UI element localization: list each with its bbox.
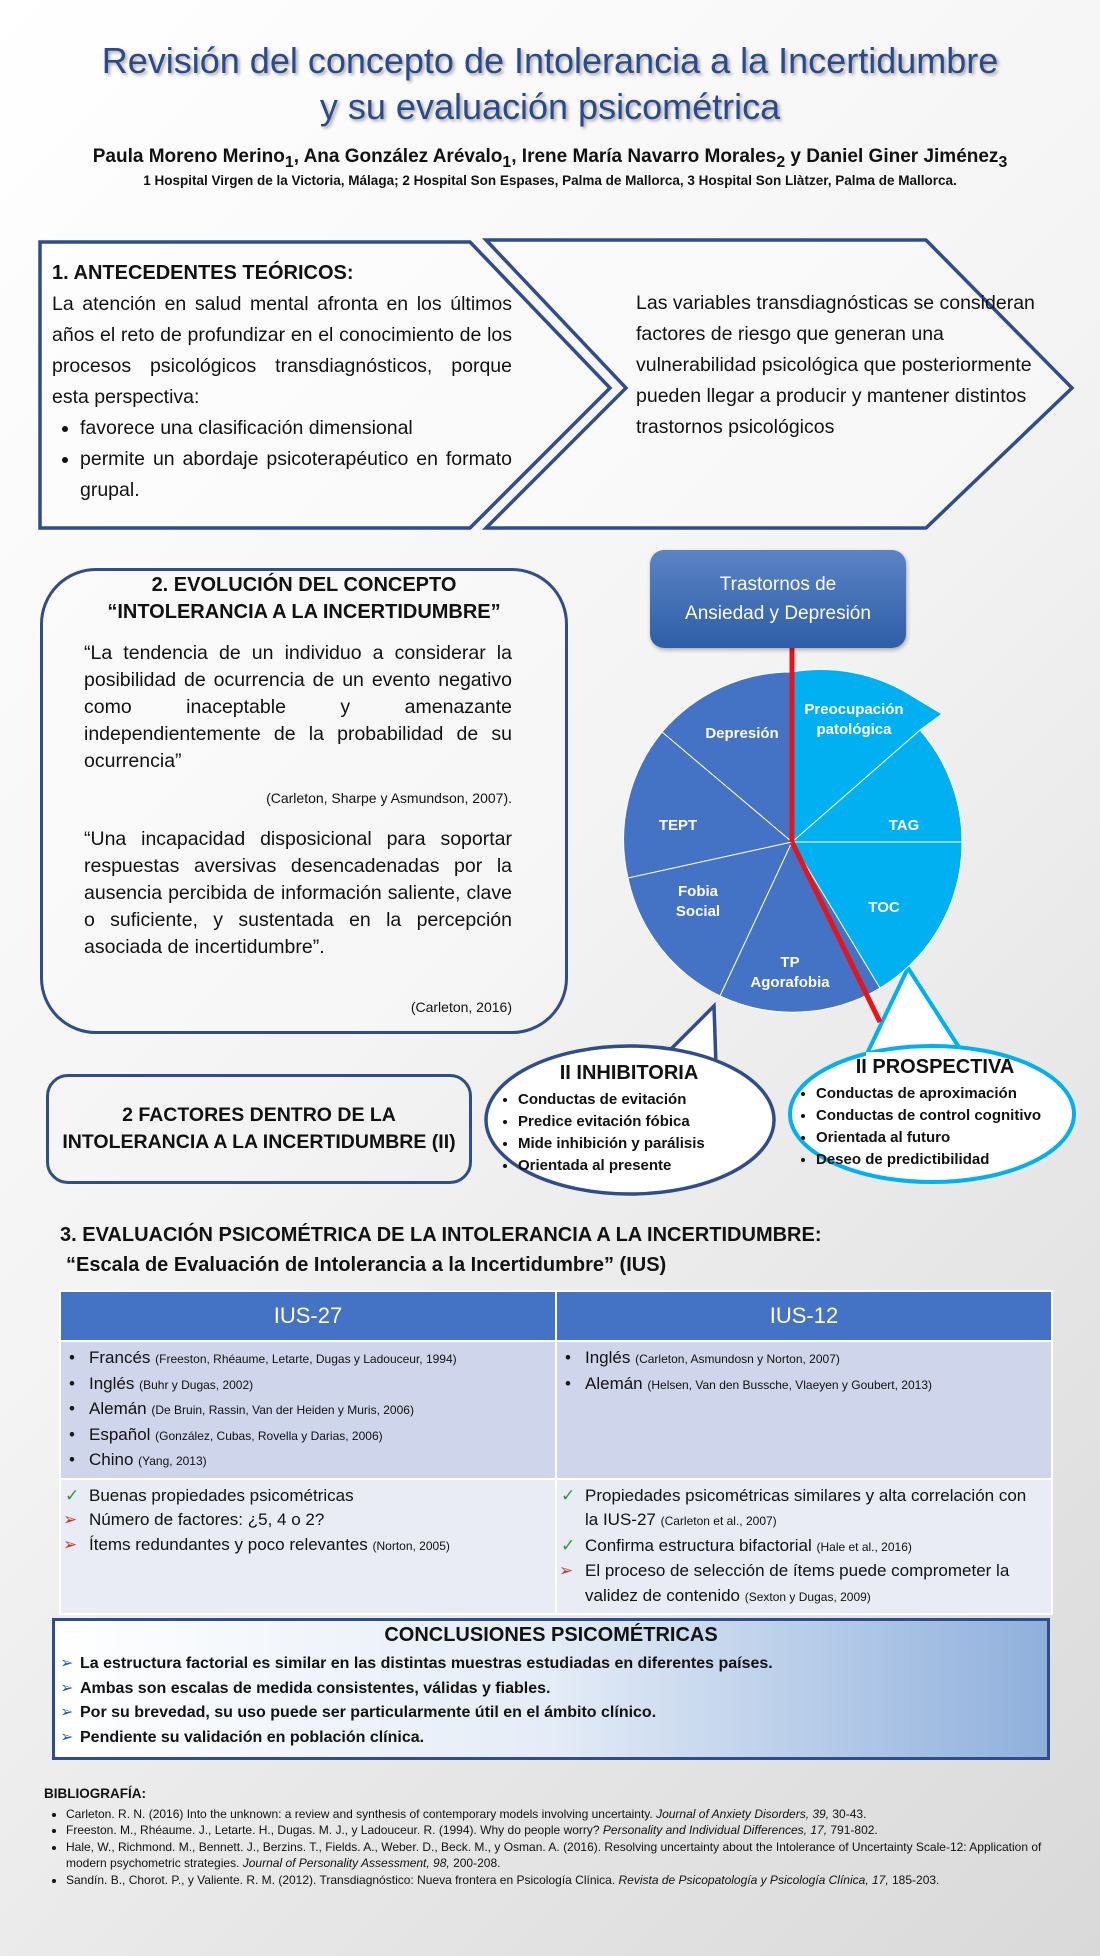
ius12-versions-cell <box>556 1341 1052 1479</box>
prospectiva-item: • Conductas de aproximación <box>816 1083 1080 1105</box>
reference-text: Carleton. R. N. (2016) Into the unknown: a review and synthesis of contemporary models involving uncertainty. <box>66 1806 657 1821</box>
transdiagnostic-text: Las variables transdiagnósticas se consideran factores de riesgo que generan una vulnerabilidad psicológica que posteriormente pueden llegar a producir y mantener distintos trastornos psicológicos <box>636 292 1035 438</box>
version-item <box>85 1448 545 1474</box>
section-2-heading-line-1: 2. EVOLUCIÓN DEL CONCEPTO <box>151 574 457 596</box>
property-item <box>581 1559 1041 1609</box>
version-language: Español <box>89 1424 156 1444</box>
affiliations: 1 Hospital Virgen de la Victoria, Málaga; 2 Hospital Son Espases, Palma de Mallorca, 3 Hospital Son Llàtzer, Palma de Mallorca. <box>143 173 957 188</box>
inhibitoria-item: • Predice evitación fóbica <box>518 1111 766 1133</box>
ius-comparison-table <box>59 1290 1053 1615</box>
property-text: Buenas propiedades psicométricas <box>89 1485 354 1505</box>
version-reference: (De Bruin, Rassin, Van der Heiden y Muris, 2006) <box>151 1403 414 1417</box>
property-item <box>85 1508 545 1533</box>
author-1: Paula Moreno Merino <box>92 146 285 167</box>
prospectiva-item: • Orientada al futuro <box>816 1127 1080 1149</box>
definition-quote-1: “La tendencia de un individuo a considerar la posibilidad de ocurrencia de un evento negativo como inaceptable y amenazante independientemente de la probabilidad de su ocurrencia” <box>84 642 512 772</box>
author-4: Daniel Giner Jiménez <box>806 146 999 167</box>
ius12-properties-cell <box>556 1479 1052 1615</box>
author-4-affil: 3 <box>998 153 1008 171</box>
title-line-1: Revisión del concepto de Intolerancia a la Incertidumbre <box>101 40 999 81</box>
reference-pages: 185-203. <box>888 1872 940 1887</box>
reference-pages: 791-802. <box>827 1823 878 1837</box>
pie-label-tept: TEPT <box>658 817 698 834</box>
property-reference: (Sexton y Dugas, 2009) <box>744 1589 871 1604</box>
reference-item <box>66 1872 1054 1889</box>
bibliography-heading: BIBLIOGRAFÍA: <box>44 1786 146 1801</box>
section-1-bullet: • permite un abordaje psicoterapéutico en formato grupal. <box>80 444 512 506</box>
conclusion-item: ➢ Pendiente su validación en población clínica. <box>60 1726 1040 1751</box>
version-reference: (Yang, 2013) <box>138 1454 207 1468</box>
ius12-header: IUS-12 <box>556 1291 1052 1341</box>
reference-text: Sandín. B., Chorot. P., y Valiente. R. M. (2012). Transdiagnóstico: Nueva frontera en Psicología Clínica. <box>66 1872 619 1887</box>
version-language: Alemán <box>585 1373 648 1393</box>
author-list: Paula Moreno Merino$_1$, Ana González Arévalo$_1$, Irene María Navarro Morales$_2$ y Daniel Giner Jiménez$_3$ <box>92 146 1008 171</box>
definition-citation-2: (Carleton, 2016) <box>410 999 512 1015</box>
property-item <box>85 1484 545 1509</box>
version-reference: (Freeston, Rhéaume, Letarte, Dugas y Ladouceur, 1994) <box>155 1352 457 1366</box>
section-2-heading-line-2: “INTOLERANCIA A LA INCERTIDUMBRE” <box>107 601 501 623</box>
version-reference: (Helsen, Van den Bussche, Vlaeyen y Goubert, 2013) <box>647 1377 932 1392</box>
property-text: Confirma estructura bifactorial <box>585 1535 817 1555</box>
property-text: El proceso de selección de ítems puede comprometer la validez de contenido <box>585 1561 1010 1605</box>
reference-item <box>66 1822 1054 1839</box>
two-factors-line-1: 2 FACTORES DENTRO DE LA <box>122 1104 396 1126</box>
pie-label-tp-1: TP <box>780 954 800 971</box>
property-item <box>85 1533 545 1559</box>
reference-pages: 30-43. <box>829 1806 867 1821</box>
property-reference: (Norton, 2005) <box>372 1538 450 1553</box>
section-1-intro: La atención en salud mental afronta en los últimos años el reto de profundizar en el conocimiento de los procesos psicológicos transdiagnósticos, porque esta perspectiva: <box>52 293 512 408</box>
author-2-affil: 1 <box>502 153 512 171</box>
diagram-header-line-2: Ansiedad y Depresión <box>685 603 871 624</box>
property-item <box>581 1534 1041 1560</box>
version-item <box>85 1372 545 1398</box>
reference-item <box>66 1806 1054 1823</box>
pie-label-tag: TAG <box>888 817 920 834</box>
author-2: Ana González Arévalo <box>303 146 503 167</box>
version-item <box>85 1346 545 1372</box>
version-item <box>581 1346 1041 1372</box>
section-1-bullet: • favorece una clasificación dimensional <box>80 413 512 444</box>
property-reference: (Hale et al., 2016) <box>816 1539 912 1554</box>
pie-label-preocupacion-2: patológica <box>816 721 892 738</box>
section-2-heading <box>40 572 568 626</box>
diagram-header-box <box>650 550 906 648</box>
inhibitoria-content <box>492 1062 766 1177</box>
inhibitoria-item: • Mide inhibición y parálisis <box>518 1133 766 1155</box>
version-item <box>85 1423 545 1449</box>
version-language: Inglés <box>585 1348 636 1367</box>
diagram-header-line-1: Trastornos de <box>719 574 837 595</box>
pie-label-tp-2: Agorafobia <box>750 974 830 991</box>
definition-citation-1: (Carleton, Sharpe y Asmundson, 2007). <box>266 790 512 806</box>
version-item <box>581 1372 1041 1398</box>
version-language: Alemán <box>89 1399 152 1418</box>
reference-item <box>66 1839 1054 1872</box>
property-text: Propiedades psicométricas similares y alta correlación con la IUS-27 <box>585 1485 1027 1529</box>
version-reference: (González, Cubas, Rovella y Darias, 2006) <box>155 1428 383 1443</box>
reference-text: Freeston. M., Rhéaume. J., Letarte. H., Dugas. M. J., y Ladouceur. R. (1994). Why do people worry? <box>66 1823 603 1837</box>
property-text: Ítems redundantes y poco relevantes <box>89 1534 373 1554</box>
reference-journal: Journal of Anxiety Disorders, 39, <box>656 1806 830 1821</box>
two-factors-box <box>46 1074 472 1184</box>
section-3-heading <box>60 1220 1080 1280</box>
pie-label-toc: TOC <box>868 899 900 916</box>
property-reference: (Carleton et al., 2007) <box>660 1514 777 1528</box>
ius27-header: IUS-27 <box>60 1291 556 1341</box>
author-1-affil: 1 <box>284 153 294 171</box>
section-antecedentes <box>52 258 512 506</box>
section-1-heading: 1. ANTECEDENTES TEÓRICOS: <box>52 262 354 284</box>
prospectiva-item: • Deseo de predictibilidad <box>816 1149 1080 1171</box>
conclusions-title: CONCLUSIONES PSICOMÉTRICAS <box>384 1624 718 1646</box>
author-3-affil: 2 <box>776 153 786 171</box>
reference-journal: Journal of Personality Assessment, 98, <box>242 1856 450 1870</box>
inhibitoria-item: • Orientada al presente <box>518 1155 766 1177</box>
pie-label-preocupacion-1: Preocupación <box>804 701 904 718</box>
version-language: Chino <box>89 1450 139 1469</box>
prospectiva-item: • Conductas de control cognitivo <box>816 1105 1080 1127</box>
property-text: Número de factores: ¿5, 4 o 2? <box>89 1510 325 1529</box>
inhibitoria-item: • Conductas de evitación <box>518 1089 766 1111</box>
bibliography <box>44 1786 1054 1888</box>
pie-label-fobia-2: Social <box>675 903 721 920</box>
version-reference: (Carleton, Asmundosn y Norton, 2007) <box>635 1352 840 1366</box>
property-item <box>581 1484 1041 1534</box>
prospectiva-title: II PROSPECTIVA <box>855 1056 1015 1078</box>
pie-label-fobia-1: Fobia <box>678 883 718 900</box>
version-language: Inglés <box>89 1373 140 1393</box>
inhibitoria-title: II INHIBITORIA <box>559 1062 699 1084</box>
two-factors-line-2: INTOLERANCIA A LA INCERTIDUMBRE (II) <box>62 1131 456 1153</box>
ius27-versions-cell <box>60 1341 556 1479</box>
reference-text: Hale, W., Richmond. M., Bennett. J., Berzins. T., Fields. A., Weber. D., Beck. M., y Osman. A. (2016). Resolving uncertainty about the Intolerance of Uncertainty Scale-12: Application of modern psychometric strategies. <box>66 1839 1042 1870</box>
reference-journal: Revista de Psicopatología y Psicología Clínica, 17, <box>618 1872 889 1887</box>
section-1-bullets <box>52 413 512 506</box>
prospectiva-content <box>790 1056 1080 1171</box>
version-reference: (Buhr y Dugas, 2002) <box>139 1377 254 1392</box>
conclusion-item: ➢ Por su brevedad, su uso puede ser particularmente útil en el ámbito clínico. <box>60 1701 1040 1726</box>
section-3-title: 3. EVALUACIÓN PSICOMÉTRICA DE LA INTOLERANCIA A LA INCERTIDUMBRE: <box>60 1224 822 1246</box>
reference-journal: Personality and Individual Differences, 17, <box>602 1823 828 1837</box>
conclusions-list <box>60 1652 1040 1750</box>
ius27-properties-cell <box>60 1479 556 1615</box>
author-conjunction: y <box>785 146 807 167</box>
definition-quote-2: “Una incapacidad disposicional para soportar respuestas aversivas desencadenadas por la ausencia percibida de información saliente, clave o suficiente, y sustentada en la percepción asociada de incertidumbre”. <box>84 828 512 958</box>
title-line-2: y su evaluación psicométrica <box>319 86 781 127</box>
pie-label-depresion: Depresión <box>705 725 779 742</box>
version-language: Francés <box>89 1348 156 1367</box>
version-item <box>85 1397 545 1423</box>
reference-pages: 200-208. <box>449 1856 501 1870</box>
conclusion-item: ➢ Ambas son escalas de medida consistentes, válidas y fiables. <box>60 1677 1040 1702</box>
conclusion-item: ➢ La estructura factorial es similar en las distintas muestras estudiadas en diferentes países. <box>60 1652 1040 1677</box>
disorder-pie <box>624 614 962 1022</box>
section-3-subtitle: “Escala de Evaluación de Intolerancia a la Incertidumbre” (IUS) <box>66 1254 667 1276</box>
author-3: Irene María Navarro Morales <box>521 146 777 167</box>
